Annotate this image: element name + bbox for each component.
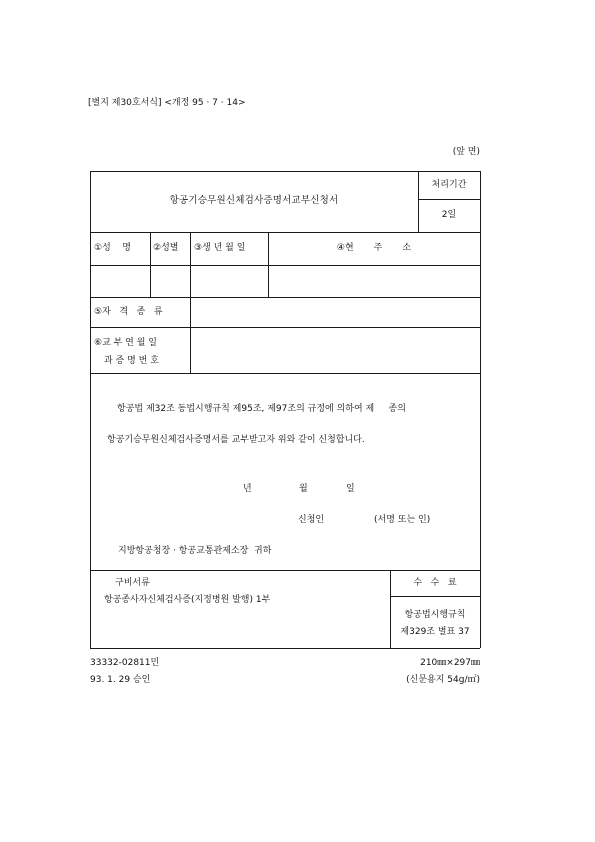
name-label: ①성 명 [94,243,131,253]
approval-date: 93. 1. 29 승인 [90,675,151,685]
issue-date-label: ⑥교 부 연 월 일 [94,338,157,348]
date-day-label: 일 [346,484,355,494]
table-border-left [90,171,91,648]
name-value-cell [91,266,150,297]
sex-label: ②성별 [153,243,179,253]
fee-basis-line-1: 항공법시행규칙 [404,610,466,620]
applicant-label: 신청인 [298,515,325,525]
fee-row-divider [390,596,480,597]
addressee: 지방항공청장 · 항공교통관제소장 귀하 [118,546,272,556]
table-border-bottom [90,648,480,649]
issue-date-value-cell [191,328,480,373]
required-documents-item: 항공종사자신체검사증(지정병원 발행) 1부 [104,595,271,605]
form-title: 항공기승무원신체검사증명서교부신청서 [169,195,339,206]
row-divider-documents-top [90,570,480,571]
fee-basis-line-2: 제329조 별표 37 [400,627,470,637]
form-number: [별지 제30호서식] <개정 95 · 7 · 14> [88,98,246,108]
declaration-line-2: 항공기승무원신체검사증명서를 교부받고자 위와 같이 신청합니다. [107,435,365,445]
paper-type: (신문용지 54g/㎡) [406,675,480,685]
processing-period-label: 처리기간 [431,180,467,190]
required-documents-label: 구비서류 [115,578,150,588]
processing-period-value: 2일 [441,210,457,220]
table-border-top [90,171,480,172]
fee-label: 수 수 료 [413,578,457,588]
address-value-cell [269,266,480,297]
date-year-label: 년 [243,484,252,494]
address-label: ④현 주 소 [336,243,412,253]
birth-date-value-cell [191,266,268,297]
row-divider-declaration-top [90,373,480,374]
birth-date-label: ③생 년 월 일 [194,243,246,253]
signature-note: (서명 또는 인) [374,515,431,525]
paper-size: 210㎜×297㎜ [420,658,480,668]
qualification-type-label: ⑤자 격 종 류 [94,307,163,317]
form-code: 33332-02811민 [90,658,160,668]
certificate-number-label: 과 증 명 번 호 [104,356,159,366]
qualification-type-value-cell [191,298,480,327]
page-side-label: (앞 면) [452,147,480,157]
date-month-label: 월 [299,484,308,494]
processing-row-divider [418,199,480,200]
row-divider-fields-top [90,232,480,233]
declaration-line-1: 항공법 제32조 동법시행규칙 제95조, 제97조의 규정에 의하여 제 종의 [117,404,406,414]
table-border-right [480,171,481,648]
sex-value-cell [151,266,190,297]
